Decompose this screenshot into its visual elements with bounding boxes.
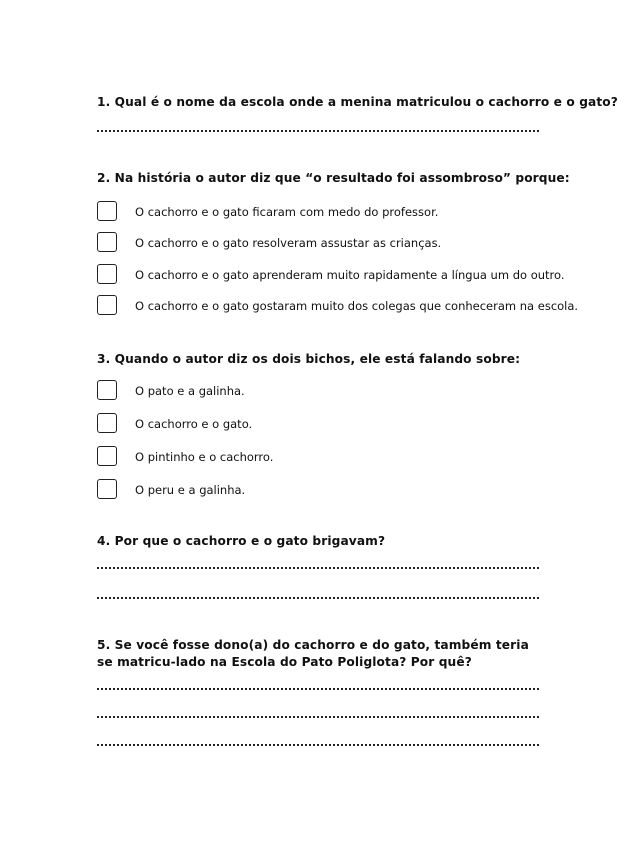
- checkbox[interactable]: [97, 380, 117, 400]
- checkbox[interactable]: [97, 264, 117, 284]
- q3-option-1-label: O pato e a galinha.: [135, 384, 245, 398]
- q2-option-4-label: O cachorro e o gato gostaram muito dos colegas que conheceram na escola.: [135, 299, 579, 313]
- checkbox[interactable]: [97, 446, 117, 466]
- q3-option-2-label: O cachorro e o gato.: [135, 417, 253, 431]
- checkbox[interactable]: [97, 413, 117, 433]
- question-3-text: 3. Quando o autor diz os dois bichos, ele está falando sobre:: [97, 352, 521, 366]
- checkbox[interactable]: [97, 479, 117, 499]
- q3-option-4-label: O peru e a galinha.: [135, 483, 246, 497]
- q2-option-3-label: O cachorro e o gato aprenderam muito rapidamente a língua um do outro.: [135, 268, 565, 282]
- question-1-text: 1. Qual é o nome da escola onde a menina matriculou o cachorro e o gato?: [97, 95, 618, 109]
- question-2-text: 2. Na história o autor diz que “o resultado foi assombroso” porque:: [97, 171, 570, 185]
- checkbox[interactable]: [97, 232, 117, 252]
- q2-option-1-label: O cachorro e o gato ficaram com medo do professor.: [135, 205, 439, 219]
- answer-line-q5-2[interactable]: [97, 716, 539, 718]
- q2-option-2-label: O cachorro e o gato resolveram assustar as crianças.: [135, 236, 442, 250]
- checkbox[interactable]: [97, 295, 117, 315]
- q3-option-3-label: O pintinho e o cachorro.: [135, 450, 274, 464]
- answer-line-q5-3[interactable]: [97, 744, 539, 746]
- answer-line-q1[interactable]: [97, 130, 539, 132]
- answer-line-q4-1[interactable]: [97, 567, 539, 569]
- question-5-text: 5. Se você fosse dono(a) do cachorro e do gato, também teria se matricu-lado na Escola do Pato Poliglota? Por quê?: [97, 638, 529, 669]
- checkbox[interactable]: [97, 201, 117, 221]
- answer-line-q5-1[interactable]: [97, 688, 539, 690]
- answer-line-q4-2[interactable]: [97, 597, 539, 599]
- question-4-text: 4. Por que o cachorro e o gato brigavam?: [97, 534, 386, 548]
